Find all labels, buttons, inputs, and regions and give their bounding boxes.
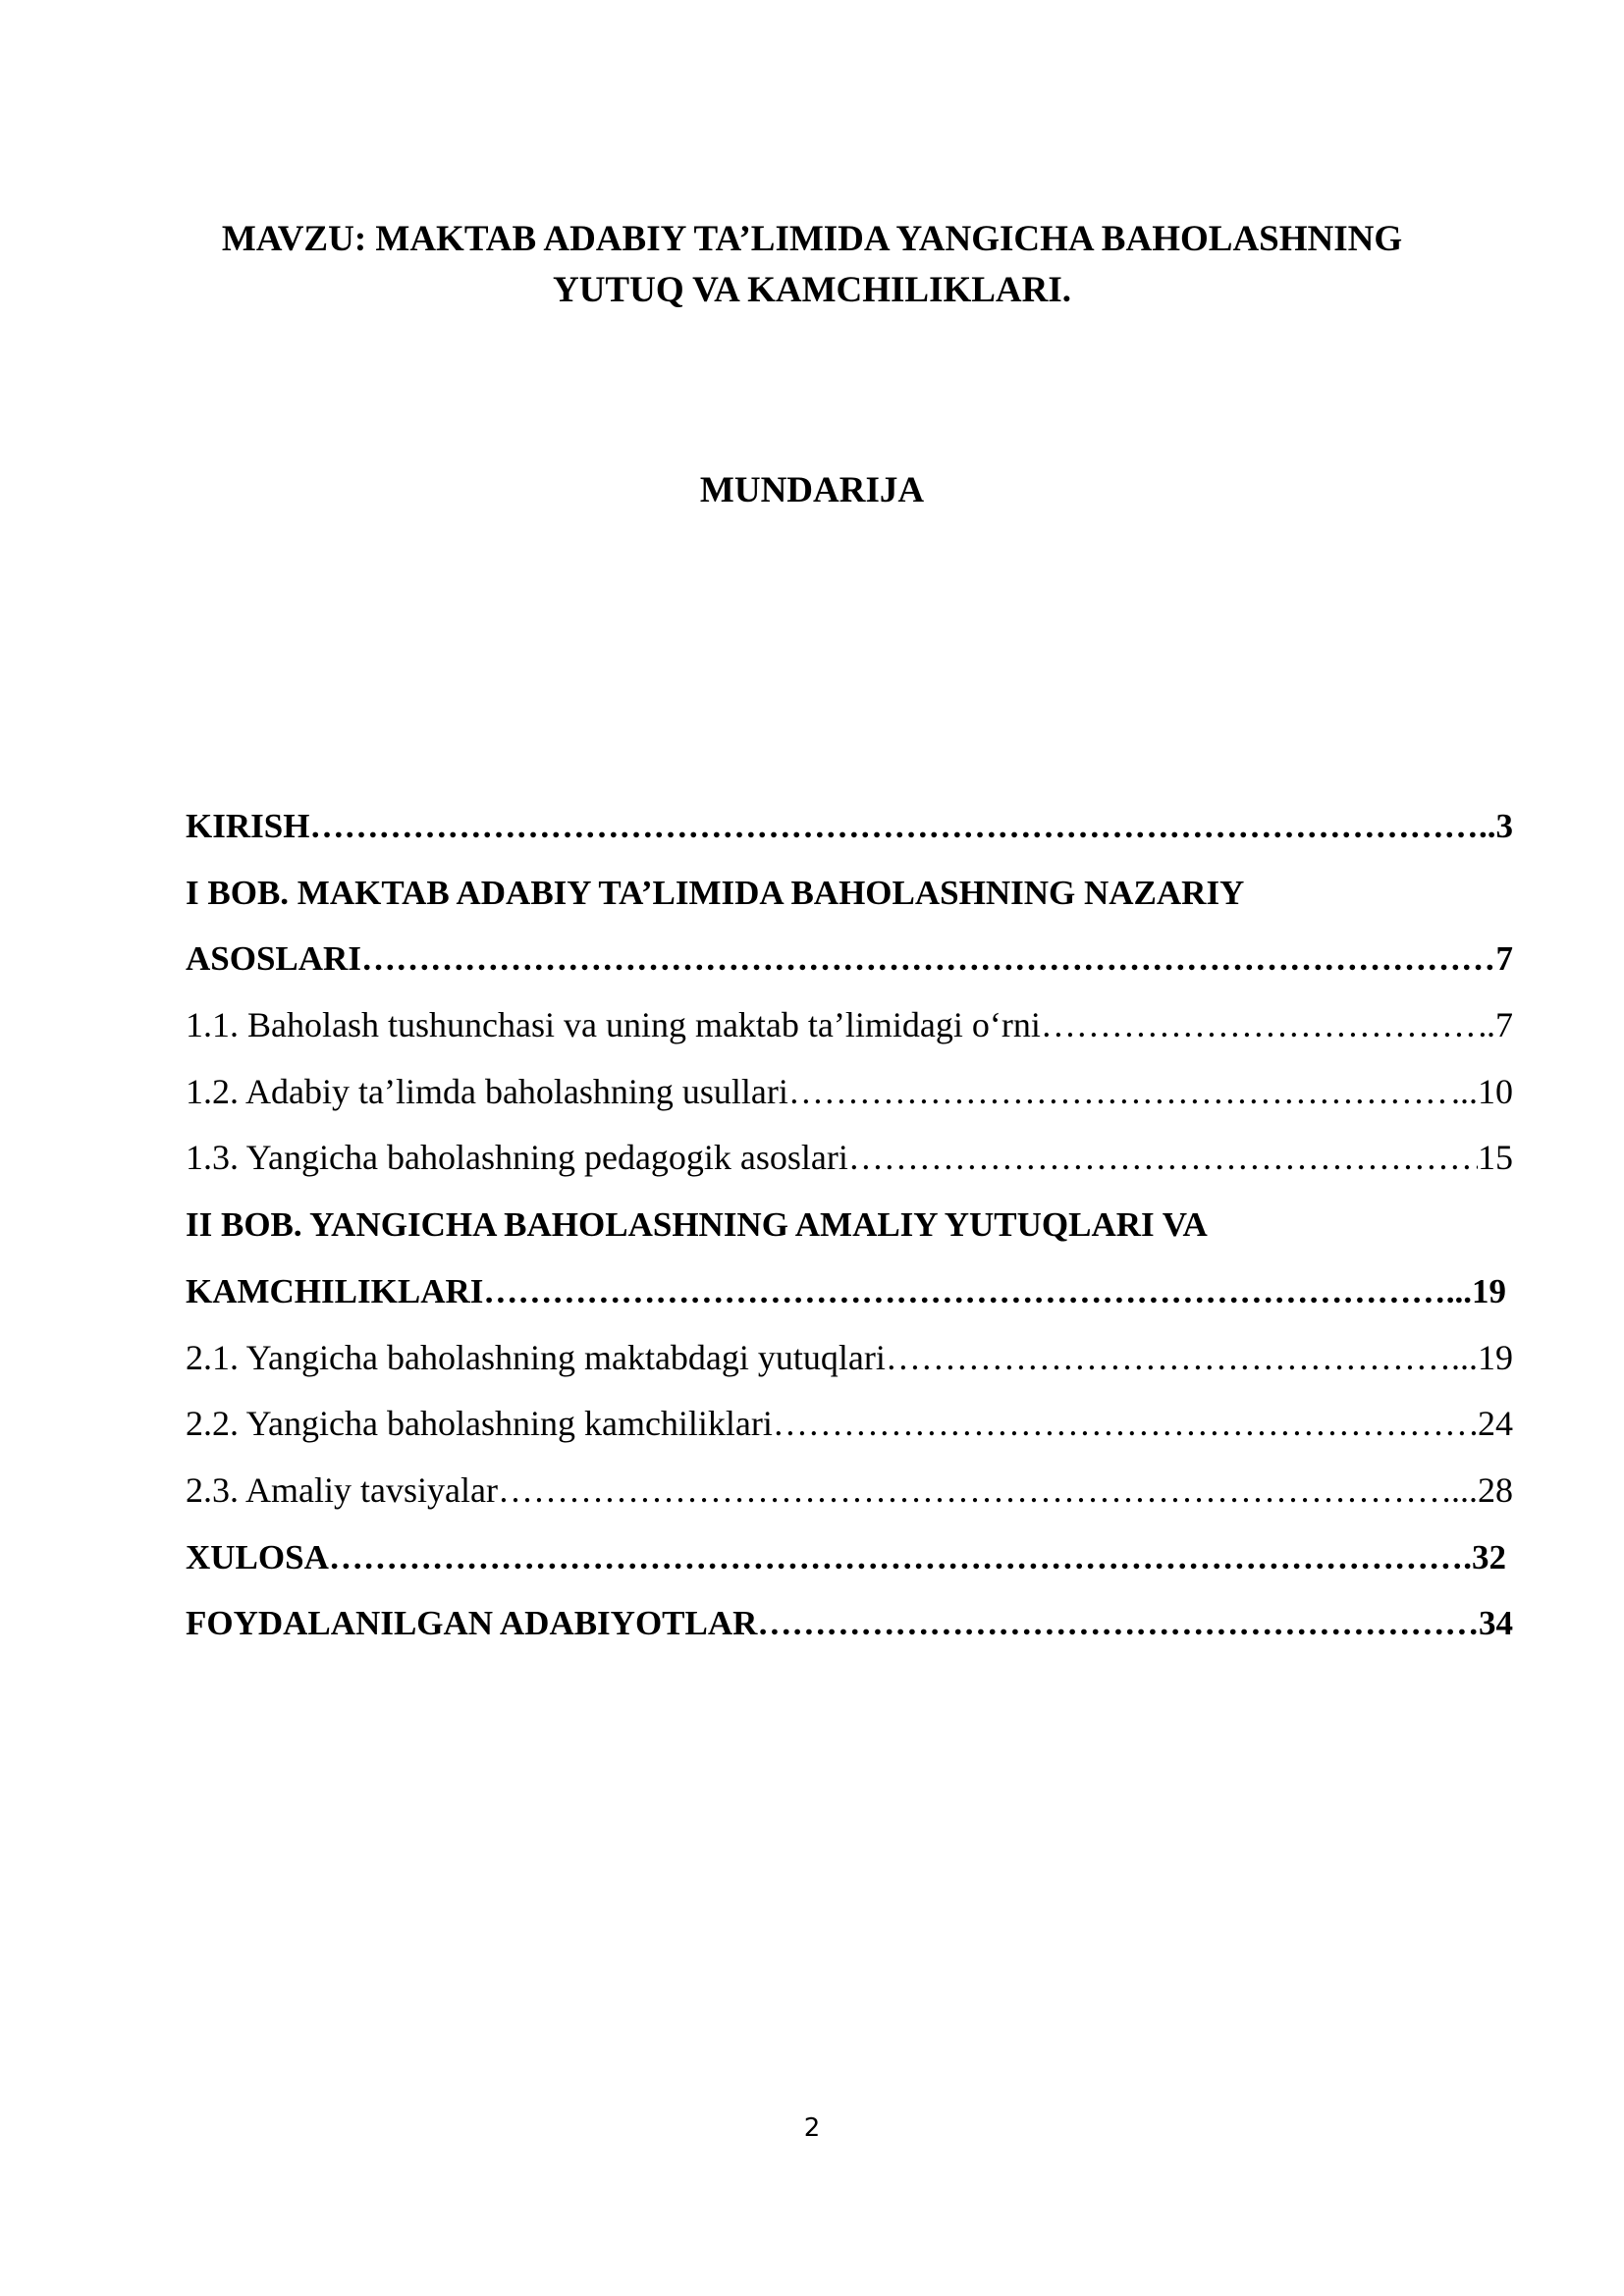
toc-entry-label: II BOB. YANGICHA BAHOLASHNING AMALIY YUTUQLARI VA xyxy=(186,1205,1208,1245)
toc-entry-label: 1.3. Yangicha baholashning pedagogik asoslari xyxy=(186,1138,848,1178)
toc-dot-leader xyxy=(848,1125,1478,1192)
toc-dot-leader xyxy=(309,793,1479,860)
toc-entry-section-1-1[interactable] xyxy=(186,992,1513,1059)
toc-dot-leader xyxy=(498,1458,1451,1524)
toc-dot-leader xyxy=(483,1258,1445,1325)
topic-title-line-2: YUTUQ VA KAMCHILIKLARI. xyxy=(552,270,1072,310)
toc-page-number: ...19 xyxy=(1451,1337,1513,1377)
toc-page-number: 34 xyxy=(1479,1604,1513,1643)
toc-entry-chapter-2[interactable] xyxy=(186,1258,1506,1325)
toc-dot-leader xyxy=(1041,992,1487,1059)
toc-dot-leader xyxy=(773,1391,1478,1458)
toc-entry-section-2-1[interactable] xyxy=(186,1325,1513,1392)
toc-entry-chapter-1[interactable] xyxy=(186,926,1513,992)
toc-entry-section-1-2[interactable] xyxy=(186,1059,1513,1126)
toc-dot-leader xyxy=(361,926,1496,992)
toc-entry-chapter-1-heading[interactable] xyxy=(186,860,1513,927)
toc-entry-chapter-2-heading[interactable] xyxy=(186,1192,1513,1258)
toc-entry-introduction[interactable] xyxy=(186,793,1513,860)
toc-entry-label: XULOSA xyxy=(186,1537,329,1576)
toc-entry-label: 2.1. Yangicha baholashning maktabdagi yutuqlari xyxy=(186,1337,886,1377)
toc-page-number: 24 xyxy=(1478,1404,1513,1444)
toc-entry-section-2-3[interactable] xyxy=(186,1458,1513,1524)
toc-dot-leader xyxy=(788,1059,1451,1126)
toc-entry-conclusion[interactable] xyxy=(186,1524,1506,1591)
toc-entry-label: KAMCHILIKLARI xyxy=(186,1271,484,1310)
topic-title xyxy=(147,214,1477,316)
toc-entry-label: 2.2. Yangicha baholashning kamchiliklari xyxy=(186,1404,773,1444)
toc-entry-label: FOYDALANILGAN ADABIYOTLAR xyxy=(186,1604,758,1643)
toc-entry-label: I BOB. MAKTAB ADABIY TA’LIMIDA BAHOLASHNING NAZARIY xyxy=(186,873,1245,912)
toc-dot-leader xyxy=(329,1524,1463,1591)
toc-entry-label: 1.1. Baholash tushunchasi va uning maktab ta’limidagi o‘rni xyxy=(186,1005,1041,1045)
topic-title-line-1: MAVZU: MAKTAB ADABIY TA’LIMIDA YANGICHA BAHOLASHNING xyxy=(221,219,1403,259)
toc-entry-references[interactable] xyxy=(186,1590,1513,1657)
toc-entry-label: KIRISH xyxy=(186,807,310,845)
toc-page-number: .32 xyxy=(1463,1537,1506,1576)
toc-page-number: ..3 xyxy=(1479,807,1513,845)
toc-page-number: ...10 xyxy=(1451,1071,1513,1111)
toc-page-number: .7 xyxy=(1487,1005,1513,1045)
toc-page-number: 15 xyxy=(1478,1138,1513,1178)
toc-dot-leader xyxy=(886,1325,1451,1392)
contents-heading: MUNDARIJA xyxy=(699,470,925,510)
toc-entry-section-1-3[interactable] xyxy=(186,1125,1513,1192)
toc-dot-leader xyxy=(757,1590,1479,1657)
toc-entry-label: 2.3. Amaliy tavsiyalar xyxy=(186,1469,498,1510)
toc-entry-label: ASOSLARI xyxy=(186,939,361,979)
toc-page-number: ...28 xyxy=(1451,1469,1513,1510)
toc-page-number: 7 xyxy=(1495,939,1513,979)
toc-entry-section-2-2[interactable] xyxy=(186,1391,1513,1458)
toc-page-number: ...19 xyxy=(1445,1271,1506,1310)
page-number: 2 xyxy=(803,2113,821,2143)
table-of-contents xyxy=(186,793,1513,1657)
toc-entry-label: 1.2. Adabiy ta’limda baholashning usullari xyxy=(186,1071,788,1111)
